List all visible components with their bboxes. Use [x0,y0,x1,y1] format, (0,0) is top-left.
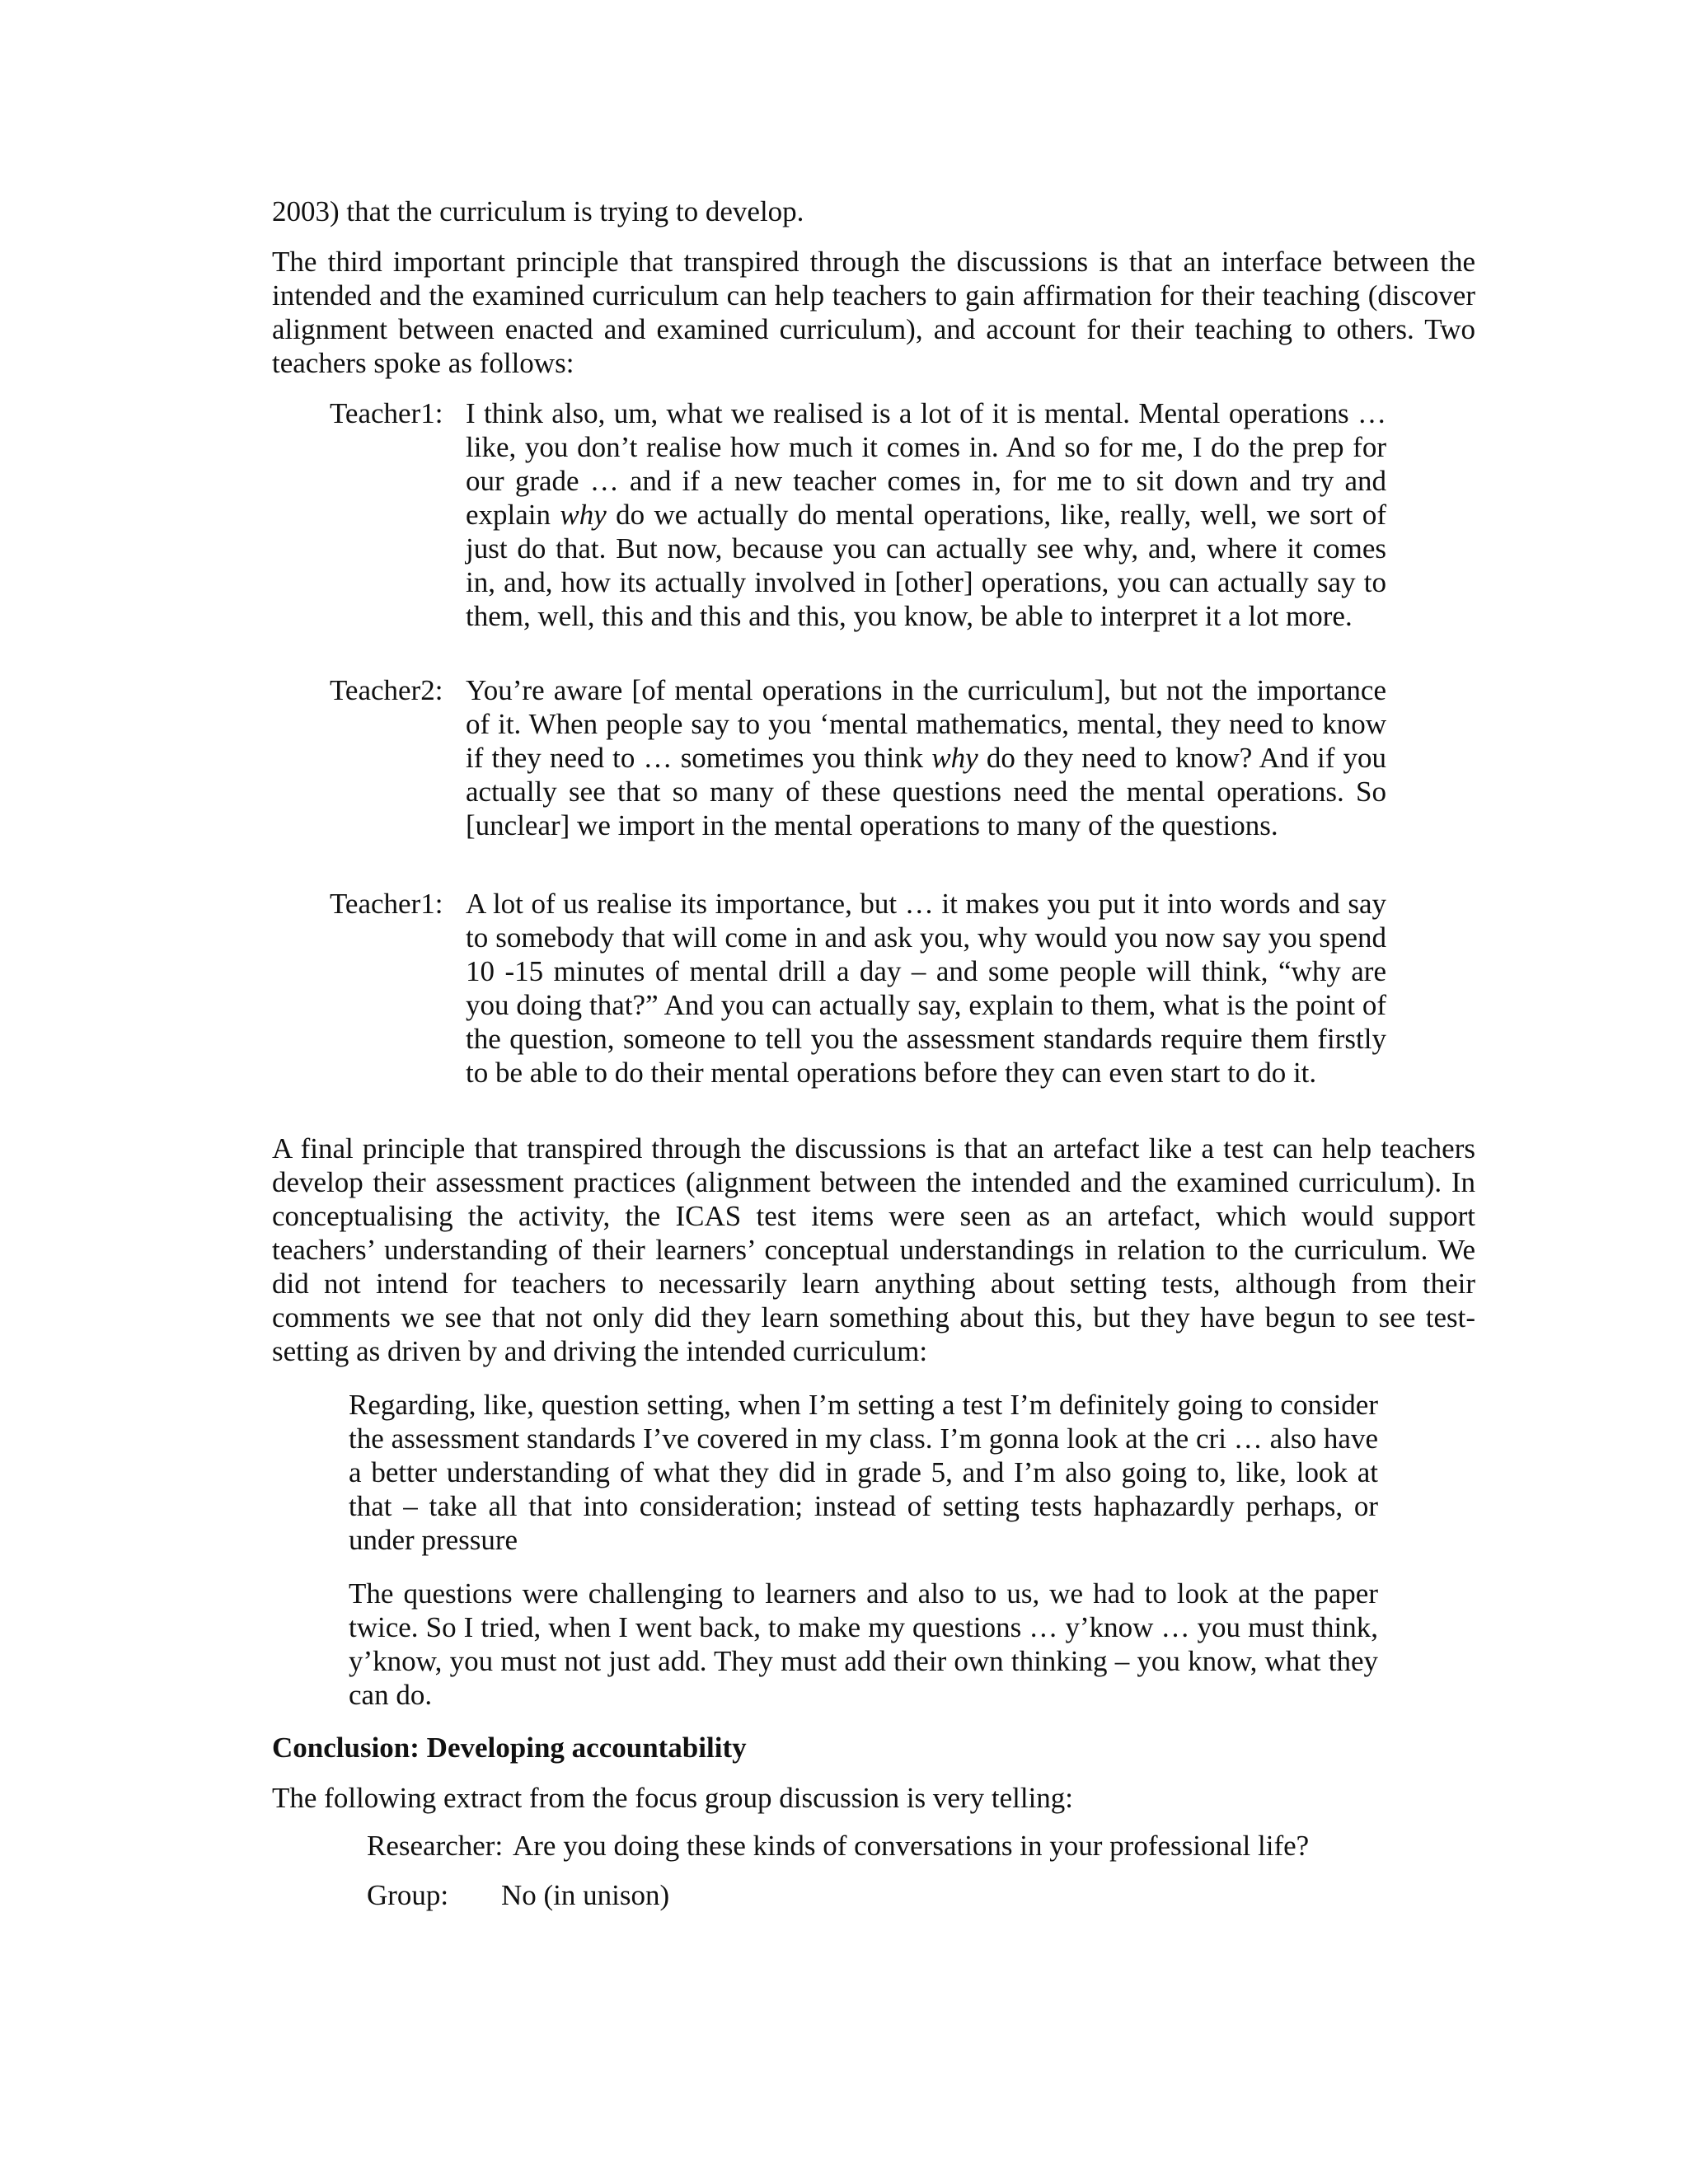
paragraph-final-principle: A final principle that transpired through the discussions is that an artefact like a test can help teachers develop their assessment practices (alignment between the intended and the examined curriculum). In conceptualising the activity, the ICAS test items were seen as an artefact, which would support teachers’ understanding of their learners’ conceptual understandings in relation to the curriculum. We did not intend for teachers to necessarily learn anything about setting tests, although from their comments we see that not only did they learn something about this, but they have begun to see test-setting as driven by and driving the intended curriculum: [272,1132,1475,1367]
dialog-text: Are you doing these kinds of conversations in your professional life? [513,1830,1310,1862]
speaker-label: Teacher1: [330,888,443,920]
quote-text: I think also, um, what we realised is a lot of it is mental. Mental operations … like, you don’t realise how much it comes in. And so for me, I do the prep for our grade … and if a new teacher comes in, for me to sit down and try and explain why do we actually do mental operations, like, really, well, we sort of just do that. But now, because you can actually see why, and, where it comes in, and, how its actually involved in [other] operations, you can actually say to them, well, this and this and this, you know, be able to interpret it a lot more. [466,397,1387,632]
block-quote: The questions were challenging to learners and also to us, we had to look at the paper twice. So I tried, when I went back, to make my questions … y’know … you must think, y’know, you must not just add. They must add their own thinking – you know, what they can do. [349,1577,1378,1711]
quote-text: You’re aware [of mental operations in the curriculum], but not the importance of it. When people say to you ‘mental mathematics, mental, they need to know if they need to … sometimes you think why do they need to know? And if you actually see that so many of these questions need the mental operations. So [unclear] we import in the mental operations to many of the questions. [466,674,1387,841]
dialog-text: No (in unison) [501,1879,670,1911]
block-quote: Regarding, like, question setting, when I’m setting a test I’m definitely going to consider the assessment standards I’ve covered in my class. I’m gonna look at the cri … also have a better understanding of what they did in grade 5, and I’m also going to, like, look at that – take all that into consideration; instead of setting tests haphazardly perhaps, or under pressure [349,1389,1378,1556]
paragraph-continuation: 2003) that the curriculum is trying to develop. [272,195,804,227]
dialog-line [0,1829,1688,1863]
paragraph-extract-intro: The following extract from the focus group discussion is very telling: [272,1782,1074,1814]
emphasis-text: why [560,499,607,531]
speaker-label: Teacher1: [330,397,443,429]
section-heading: Conclusion: Developing accountability [272,1732,747,1764]
dialog-line [0,1878,1688,1912]
quote-text: A lot of us realise its importance, but … it makes you put it into words and say to somebody that will come in and ask you, why would you now say you spend 10 -15 minutes of mental drill a day – and some people will think, “why are you doing that?” And you can actually say, explain to them, what is the point of the question, someone to tell you the assessment standards require them firstly to be able to do their mental operations before they can even start to do it. [466,888,1386,1089]
paragraph-third-principle: The third important principle that transpired through the discussions is that an interface between the intended and the examined curriculum can help teachers to gain affirmation for their teaching (discover alignment between enacted and examined curriculum), and account for their teaching to others. Two teachers spoke as follows: [272,246,1475,379]
emphasis-text: why [931,742,978,774]
speaker-label: Teacher2: [330,674,443,706]
speaker-label: Researcher: [367,1830,504,1862]
speaker-label: Group: [367,1879,449,1911]
